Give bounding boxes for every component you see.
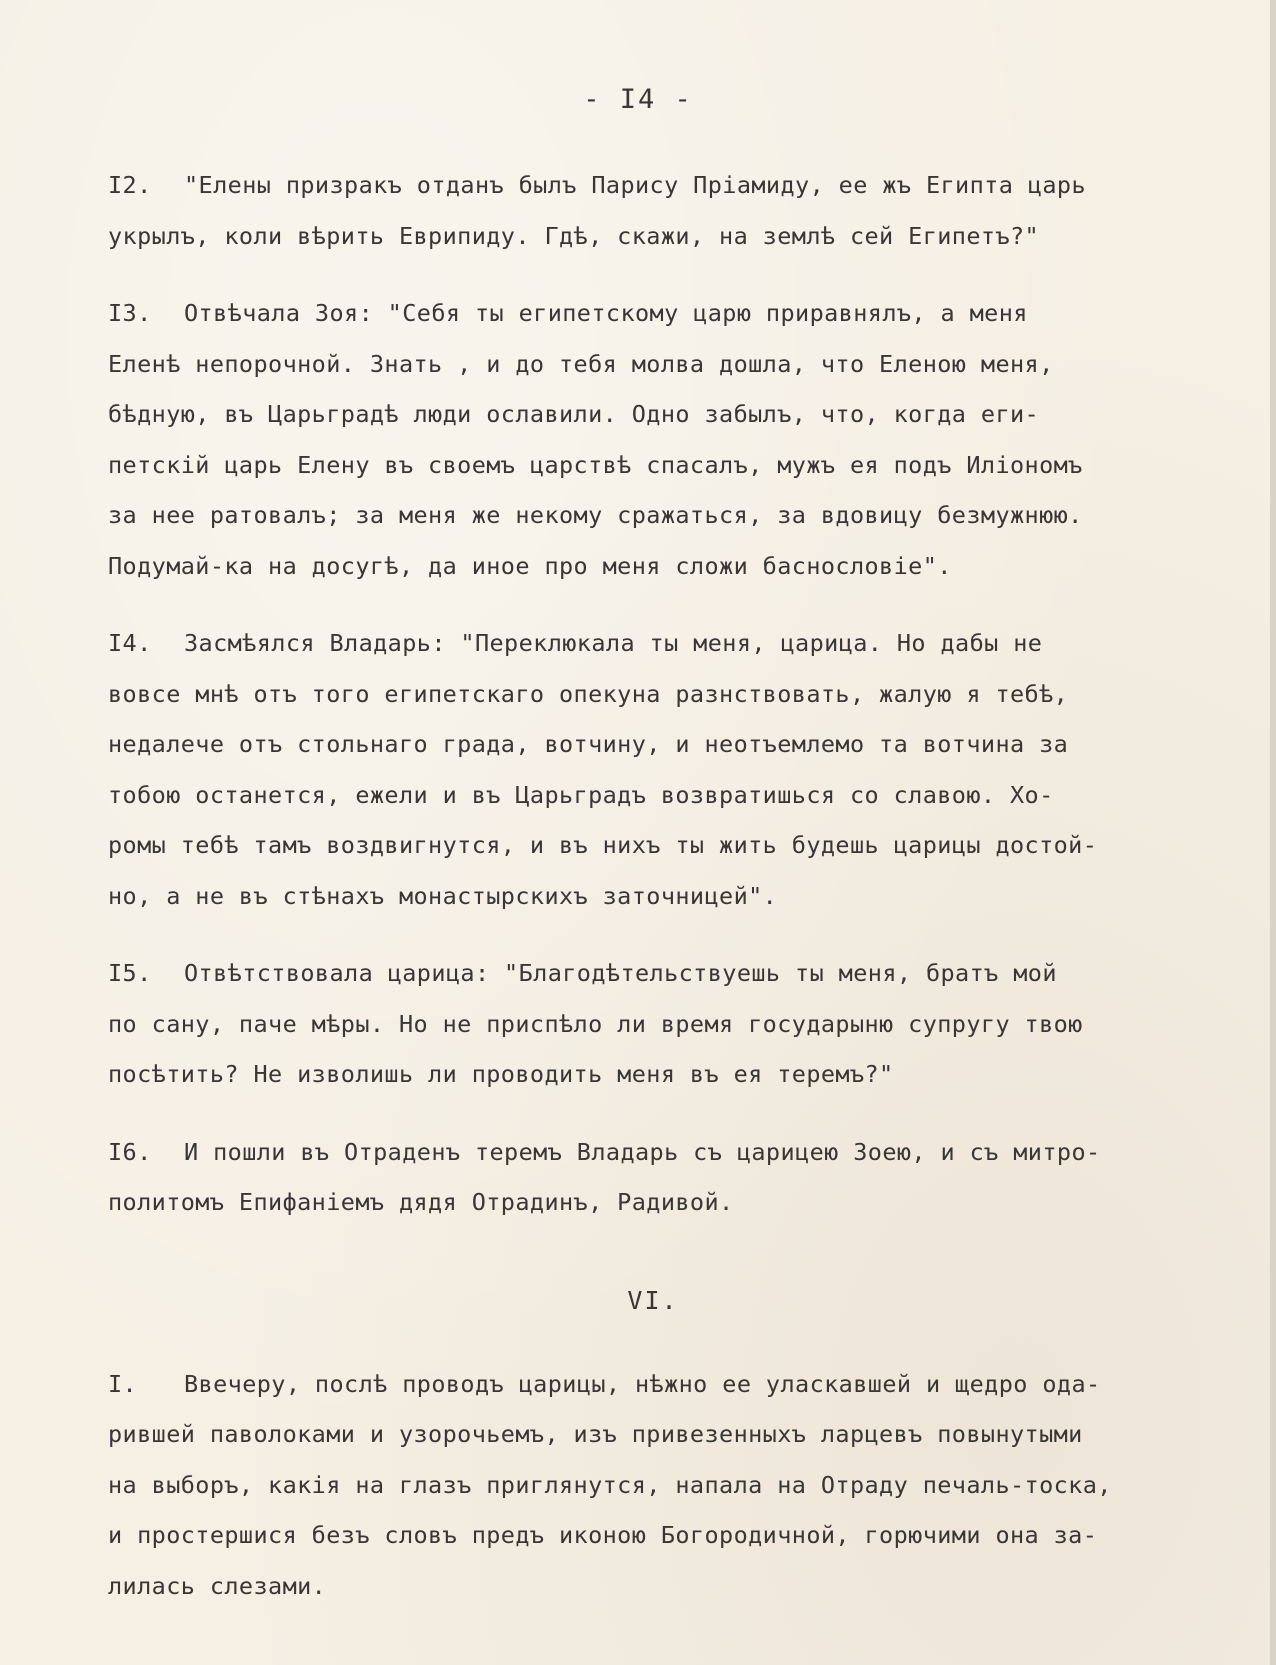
text-line: политомъ Епифаніемъ дядя Отрадинъ, Радивой. <box>108 1188 734 1216</box>
text-line: I2. "Елены призракъ отданъ былъ Парису Пріамиду, ее жъ Египта царь <box>108 160 1238 211</box>
text-line: I. Ввечеру, послѣ проводъ царицы, нѣжно ее уласкавшей и щедро ода- <box>108 1359 1238 1410</box>
paragraph-15 <box>108 948 1238 1100</box>
text-line: ромы тебѣ тамъ воздвигнутся, и въ нихъ ты жить будешь царицы достой- <box>108 831 1098 859</box>
text-line: за нее ратовалъ; за меня же некому сражаться, за вдовицу безмужнюю. <box>108 501 1083 529</box>
text-line: недалече отъ стольнаго града, вотчину, и неотъемлемо та вотчина за <box>108 730 1069 758</box>
text-line: рившей паволоками и узорочьемъ, изъ привезенныхъ ларцевъ повынутыми <box>108 1420 1083 1448</box>
text-line: вовсе мнѣ отъ того египетскаго опекуна разнствовать, жалую я тебѣ, <box>108 679 1069 708</box>
paragraph-14 <box>108 618 1238 921</box>
text-line: I3. Отвѣчала Зоя: "Себя ты египетскому царю приравнялъ, а меня <box>108 288 1238 339</box>
text-line: укрылъ, коли вѣрить Еврипиду. Гдѣ, скажи, на землѣ сей Египетъ?" <box>108 221 1040 250</box>
paragraph-number: I3. <box>108 299 152 327</box>
text-line: Еленѣ непорочной. Знать , и до тебя молва дошла, что Еленою меня, <box>108 349 1054 378</box>
text-line: посѣтить? Не изволишь ли проводить меня въ ея теремъ?" <box>108 1060 894 1088</box>
text-line: петскій царь Елену въ своемъ царствѣ спасалъ, мужъ ея подъ Иліономъ <box>108 450 1083 479</box>
text-line: I4. Засмѣялся Владарь: "Переклюкала ты меня, царица. Но дабы не <box>108 618 1238 669</box>
paragraph-number: I. <box>108 1369 138 1398</box>
section-heading: VI. <box>627 1285 679 1315</box>
paragraph-number: I4. <box>108 629 152 657</box>
section-paragraph-1 <box>108 1359 1238 1612</box>
text-line: I6. И пошли въ Отраденъ теремъ Владарь съ царицею Зоею, и съ митро- <box>108 1127 1238 1178</box>
paragraph-16 <box>108 1127 1238 1228</box>
text-line: бѣдную, въ Царьградѣ люди ославили. Одно забылъ, что, когда еги- <box>108 400 1040 428</box>
text-line: Подумай-ка на досугѣ, да иное про меня сложи баснословіе". <box>108 551 952 580</box>
paragraph-number: I5. <box>108 959 152 987</box>
text-line: по сану, паче мѣры. Но не приспѣло ли время государыню супругу твою <box>108 1009 1083 1038</box>
text-line: но, а не въ стѣнахъ монастырскихъ заточницей". <box>108 881 778 910</box>
paragraph-number: I2. <box>108 171 152 199</box>
paragraph-number: I6. <box>108 1137 152 1166</box>
text-line: тобою останется, ежели и въ Царьградъ возвратишься со славою. Хо- <box>108 780 1054 809</box>
paragraph-12 <box>108 160 1238 261</box>
text-line: на выборъ, какія на глазъ приглянутся, напала на Отраду печаль-тоска, <box>108 1470 1112 1499</box>
text-line: и простершися безъ словъ предъ иконою Богородичной, горючими она за- <box>108 1521 1098 1549</box>
paragraph-13 <box>108 288 1238 591</box>
text-line: лилась слезами. <box>108 1571 327 1600</box>
text-line: I5. Отвѣтствовала царица: "Благодѣтельствуешь ты меня, братъ мой <box>108 948 1238 999</box>
page-number: - I4 - <box>583 84 693 115</box>
page-body <box>108 160 1238 1638</box>
